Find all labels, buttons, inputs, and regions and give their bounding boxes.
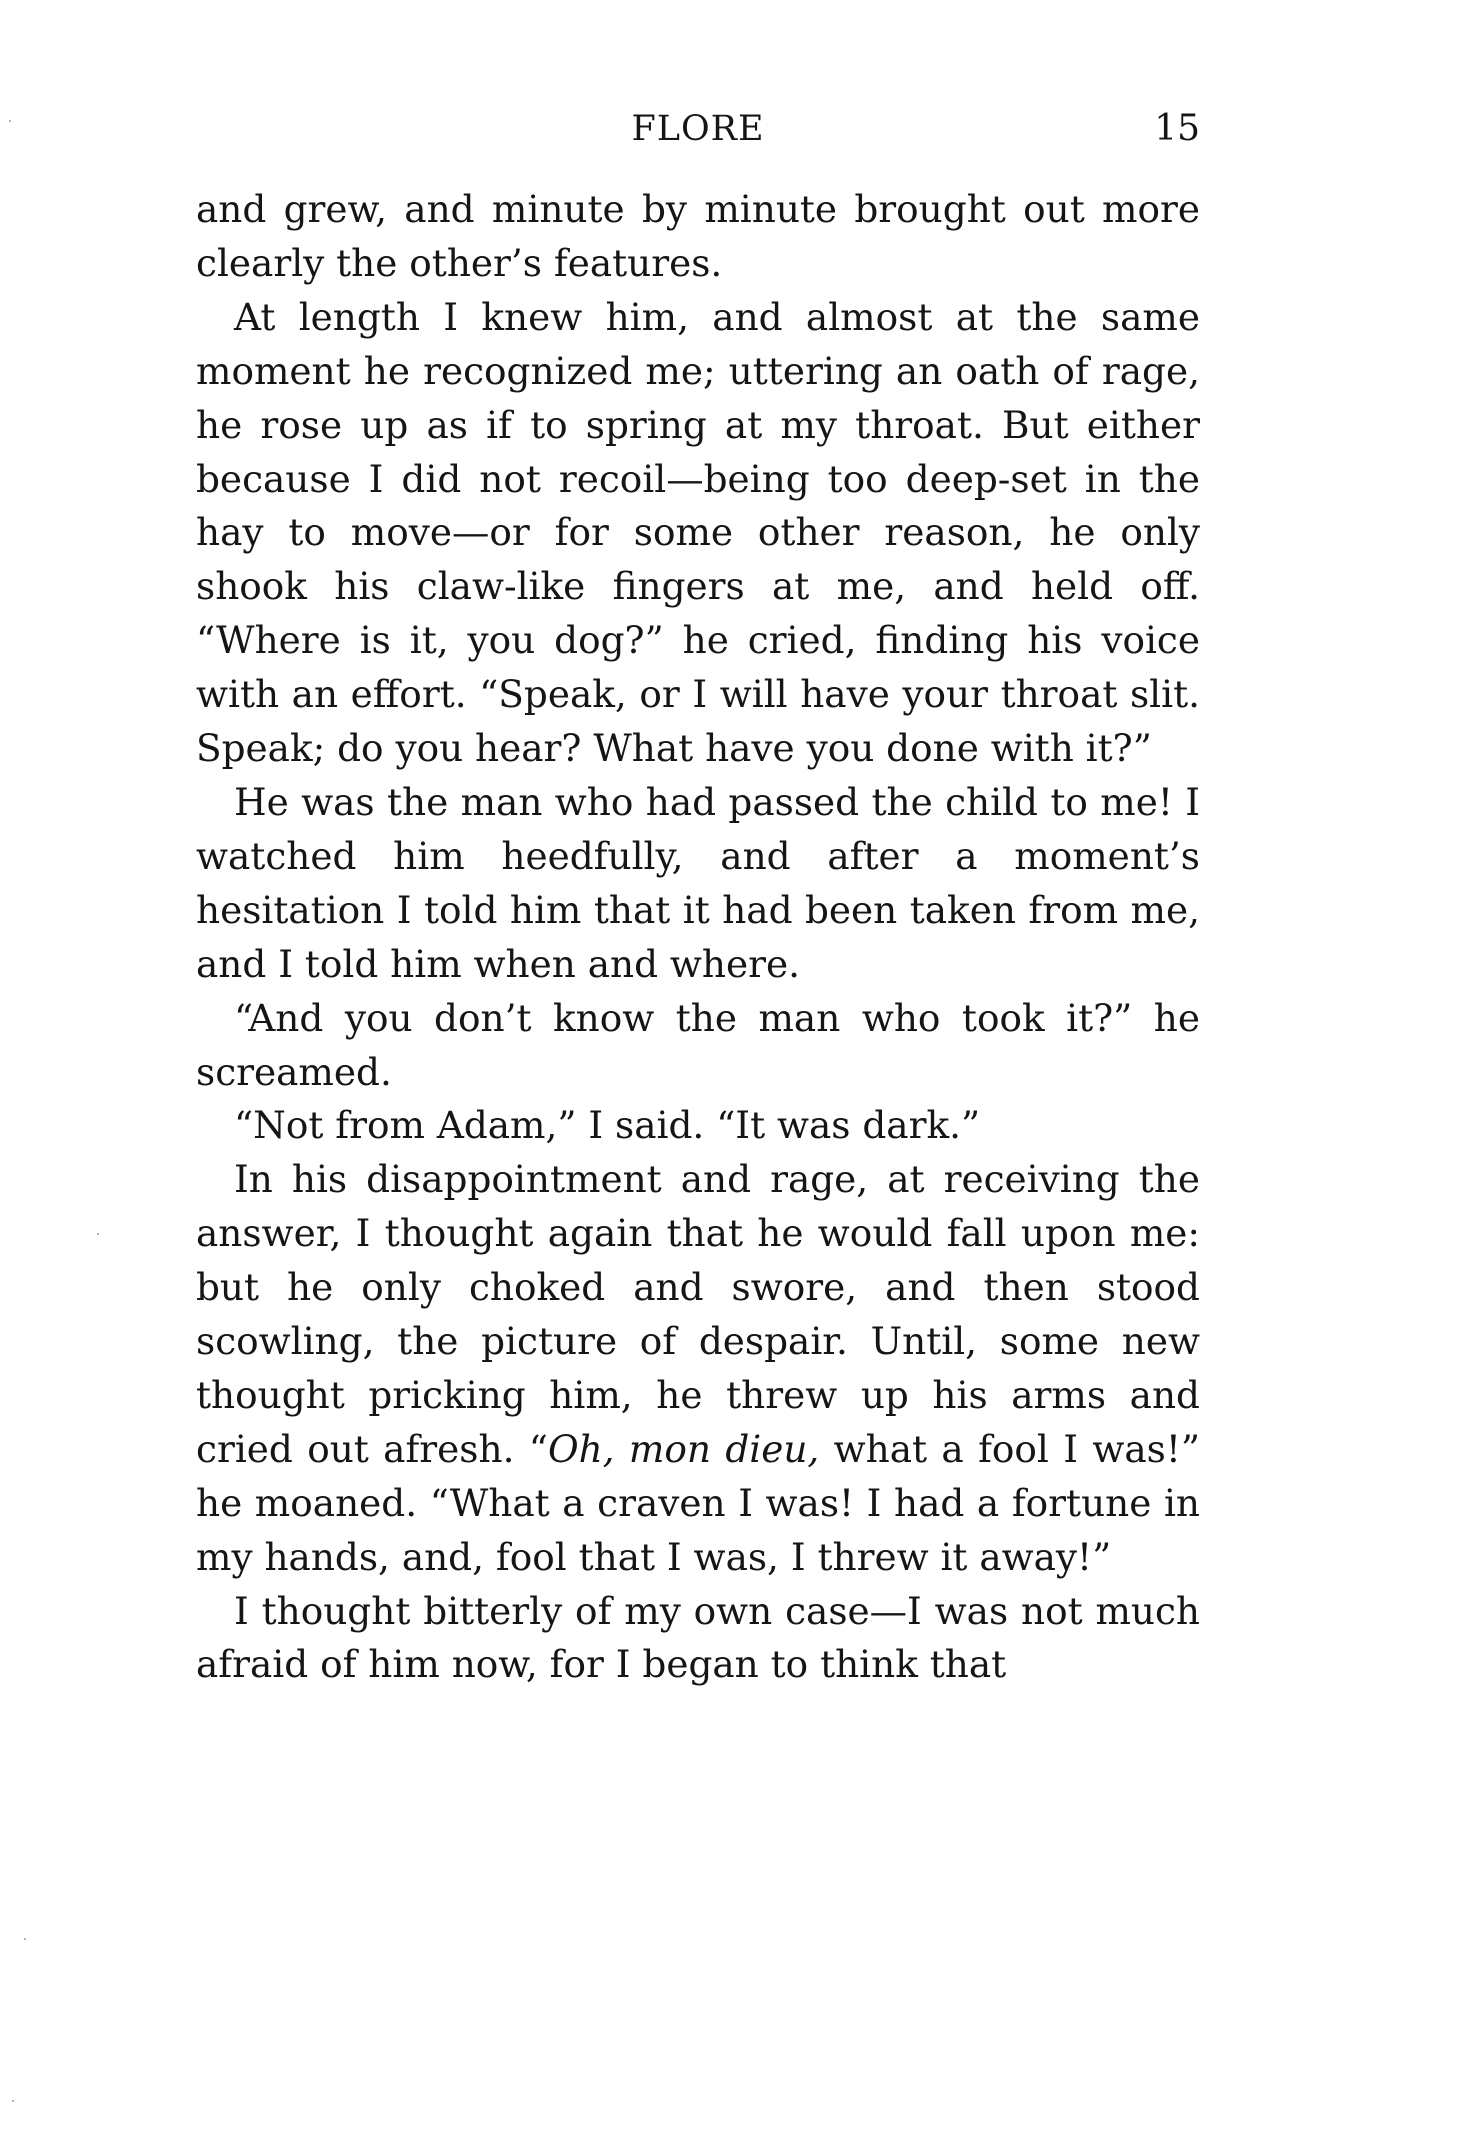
- paper-speck: [12, 2100, 14, 2102]
- paragraph-6-text-b: what a fool I was!” he moaned. “What a craven I was! I had a fortune in my hands, and, fool that I was, I threw it away!”: [196, 1426, 1201, 1579]
- paragraph-7: I thought bitterly of my own case—I was not much afraid of him now, for I began to think that: [196, 1588, 1200, 1687]
- paragraph-2: At length I knew him, and almost at the same moment he recognized me; uttering an oath of rage, he rose up as if to spring at my throat. But either because I did not recoil—being too deep-set in the hay to move—or for some other reason, he only shook his claw-like fingers at me, and held off. “Where is it, you dog?” he cried, finding his voice with an effort. “Speak, or I will have your throat slit. Speak; do you hear? What have you done with it?”: [196, 294, 1200, 771]
- paper-speck: [24, 1938, 26, 1940]
- page-number: 15: [1154, 108, 1200, 149]
- paper-speck: [9, 120, 11, 122]
- paragraph-1: and grew, and minute by minute brought out more clearly the other’s features.: [196, 187, 1200, 285]
- paragraph-5: “Not from Adam,” I said. “It was dark.”: [234, 1103, 981, 1148]
- paragraph-6-italic-phrase: Oh, mon dieu,: [547, 1426, 820, 1471]
- paper-speck: [97, 1233, 99, 1235]
- paragraph-6-text-a: In his disappointment and rage, at receiving the answer, I thought again that he would fall upon me: but he only choked and swore, and then stood scowling, the picture of despair. Until, some new thought pricking him, he threw up his arms and cried out afresh. “: [196, 1157, 1200, 1471]
- running-head: [196, 104, 1200, 154]
- paragraph-3: He was the man who had passed the child to me! I watched him heedfully, and after a moment’s hesitation I told him that it had been taken from me, and I told him when and where.: [196, 779, 1200, 986]
- paragraph-4: “And you don’t know the man who took it?” he screamed.: [196, 995, 1200, 1094]
- paragraph-6: [196, 1153, 1200, 1584]
- body-text: [196, 183, 1200, 1692]
- running-title: FLORE: [631, 109, 765, 149]
